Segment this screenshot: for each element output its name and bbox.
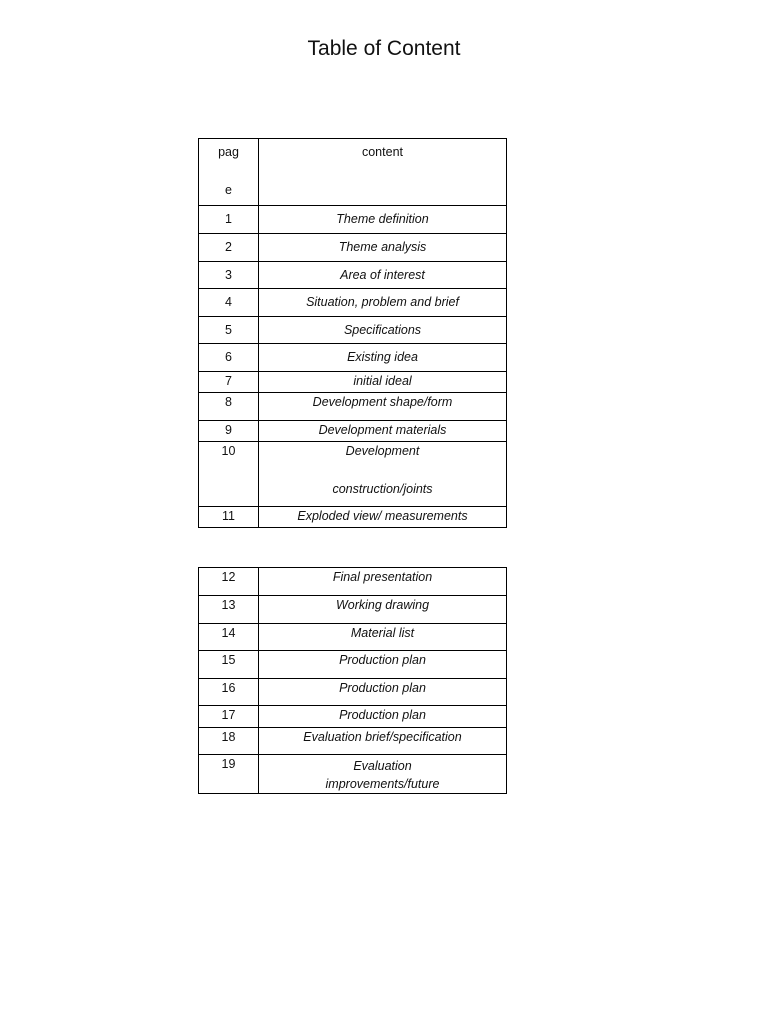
page-title: Table of Content bbox=[307, 37, 461, 60]
content-cell: Material list bbox=[259, 624, 507, 651]
table-row bbox=[199, 706, 507, 728]
content-cell: Specifications bbox=[259, 317, 507, 344]
content-cell: Situation, problem and brief bbox=[259, 289, 507, 317]
content-line-2: construction/joints bbox=[332, 482, 433, 496]
page-number-cell: 19 bbox=[199, 755, 259, 794]
table-header-row bbox=[199, 139, 507, 206]
content-cell: Evaluation brief/specification bbox=[259, 728, 507, 755]
page-number-cell: 17 bbox=[199, 706, 259, 728]
page-number-cell: 9 bbox=[199, 421, 259, 442]
table-row bbox=[199, 317, 507, 344]
page-number-cell: 18 bbox=[199, 728, 259, 755]
content-cell: Production plan bbox=[259, 679, 507, 706]
page-number-cell: 14 bbox=[199, 624, 259, 651]
table-row bbox=[199, 393, 507, 421]
page-number-cell: 2 bbox=[199, 234, 259, 262]
content-cell: Theme definition bbox=[259, 206, 507, 234]
page-header-line-2: e bbox=[225, 183, 232, 197]
table-row bbox=[199, 755, 507, 794]
content-cell: Development materials bbox=[259, 421, 507, 442]
content-cell: Production plan bbox=[259, 651, 507, 679]
content-cell: initial ideal bbox=[259, 372, 507, 393]
content-line-1: Evaluation bbox=[353, 759, 412, 773]
page-number-cell: 3 bbox=[199, 262, 259, 289]
page-number-cell: 8 bbox=[199, 393, 259, 421]
page-number-cell: 10 bbox=[199, 442, 259, 507]
page-number-cell: 11 bbox=[199, 507, 259, 528]
table-row bbox=[199, 421, 507, 442]
content-cell: Final presentation bbox=[259, 568, 507, 596]
page-number-cell: 1 bbox=[199, 206, 259, 234]
content-cell bbox=[259, 442, 507, 507]
content-cell: Exploded view/ measurements bbox=[259, 507, 507, 528]
page-number-cell: 12 bbox=[199, 568, 259, 596]
content-line-1: Development bbox=[345, 444, 420, 458]
table-row bbox=[199, 507, 507, 528]
page-number-cell: 16 bbox=[199, 679, 259, 706]
page-column-header bbox=[199, 139, 259, 206]
toc-table-2 bbox=[198, 567, 507, 794]
content-column-header: content bbox=[259, 139, 507, 206]
page-number-cell: 7 bbox=[199, 372, 259, 393]
content-line-2: improvements/future bbox=[325, 777, 440, 791]
table-row bbox=[199, 596, 507, 624]
content-cell: Area of interest bbox=[259, 262, 507, 289]
table-row bbox=[199, 289, 507, 317]
table-row bbox=[199, 206, 507, 234]
table-row bbox=[199, 651, 507, 679]
content-cell: Existing idea bbox=[259, 344, 507, 372]
content-cell: Theme analysis bbox=[259, 234, 507, 262]
content-cell: Working drawing bbox=[259, 596, 507, 624]
table-row bbox=[199, 728, 507, 755]
page-number-cell: 4 bbox=[199, 289, 259, 317]
table-row bbox=[199, 442, 507, 507]
table-row bbox=[199, 624, 507, 651]
page-number-cell: 13 bbox=[199, 596, 259, 624]
table-row bbox=[199, 568, 507, 596]
page-number-cell: 5 bbox=[199, 317, 259, 344]
table-row bbox=[199, 679, 507, 706]
table-row bbox=[199, 262, 507, 289]
table-row bbox=[199, 372, 507, 393]
content-cell: Production plan bbox=[259, 706, 507, 728]
page-header-line-1: pag bbox=[218, 145, 239, 159]
page-number-cell: 15 bbox=[199, 651, 259, 679]
content-cell bbox=[259, 755, 507, 794]
toc-table-1 bbox=[198, 138, 507, 528]
content-cell: Development shape/form bbox=[259, 393, 507, 421]
table-row bbox=[199, 234, 507, 262]
page-number-cell: 6 bbox=[199, 344, 259, 372]
table-row bbox=[199, 344, 507, 372]
